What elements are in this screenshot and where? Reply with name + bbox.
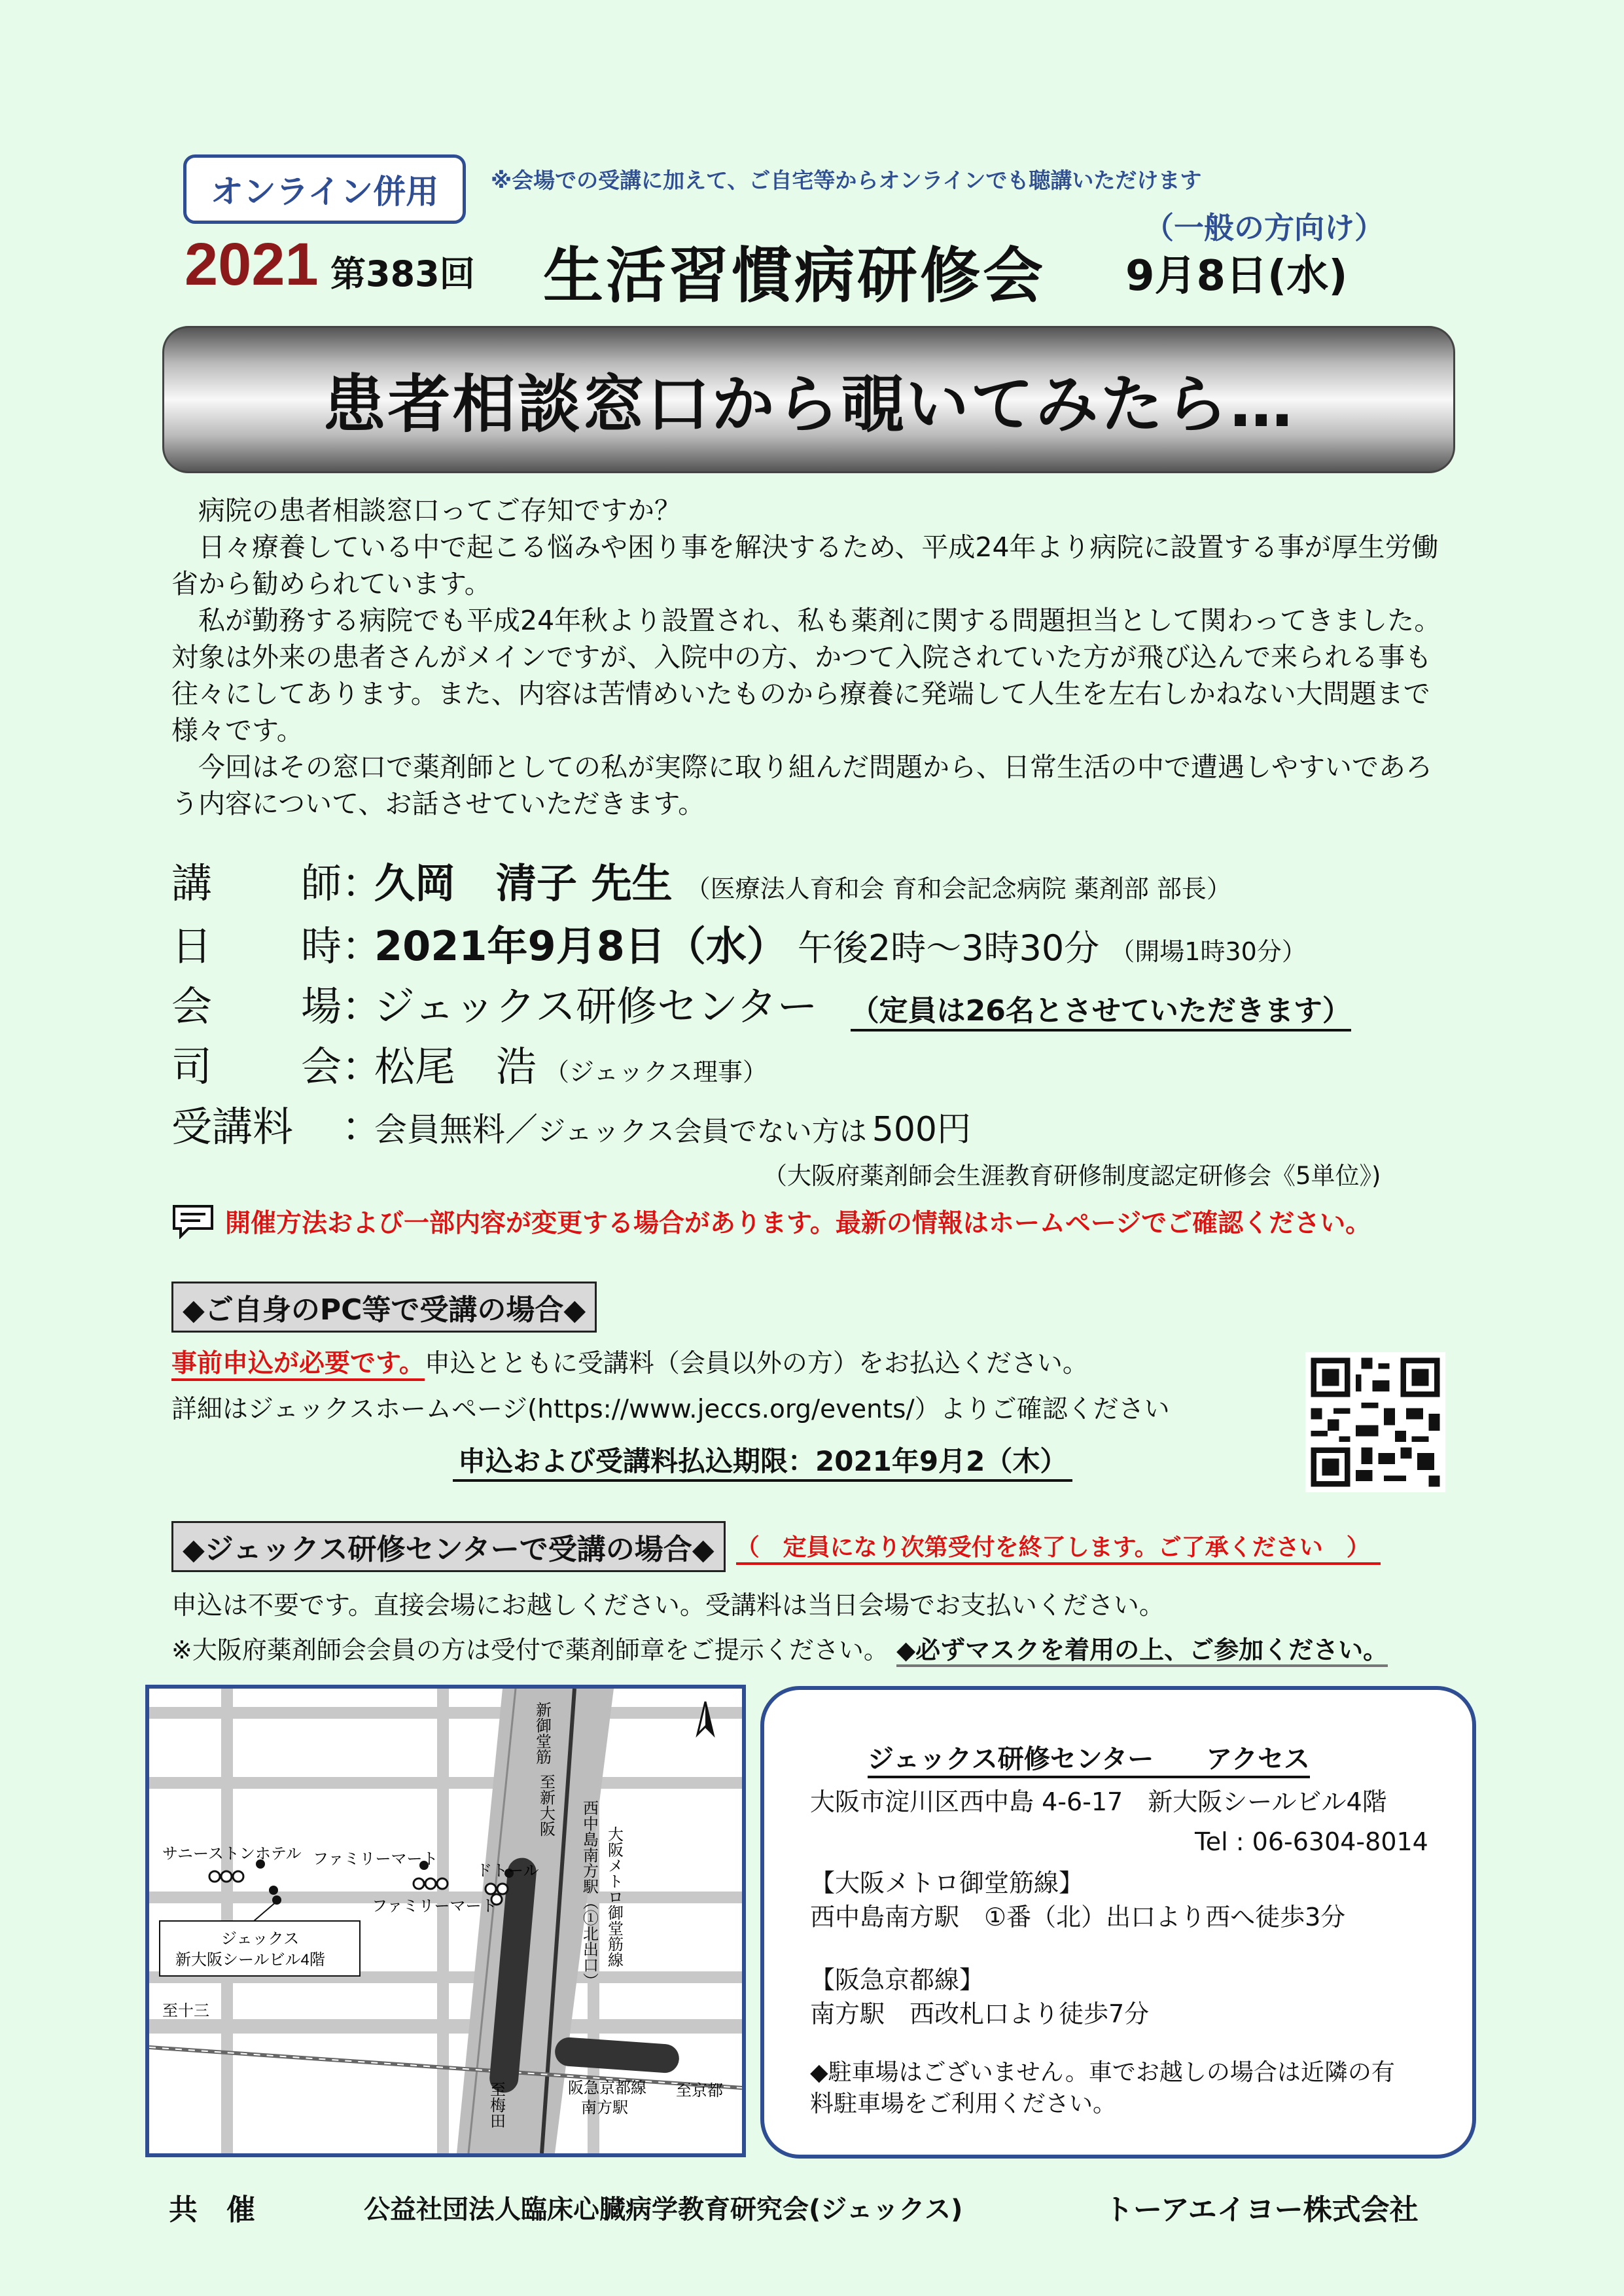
online-note: ※会場での受講に加えて、ご自宅等からオンラインでも聴講いただけます — [491, 168, 1202, 193]
event-date: 9月8日(水) — [1125, 252, 1348, 300]
map-label-family2: ファミリーマート — [372, 1897, 497, 1915]
event-year: 2021 — [185, 231, 319, 298]
map-label-sunny: サニーストンホテル — [162, 1845, 302, 1863]
metro-route: 西中島南方駅 ①番（北）出口より西へ徒歩3分 — [810, 1903, 1346, 1931]
certification-note: （大阪府薬剤師会生涯教育研修制度認定研修会《5単位》) — [763, 1162, 1381, 1190]
map-label-hankyu-station: 南方駅 — [581, 2099, 628, 2117]
cosponsor-label: 共 催 — [169, 2193, 255, 2227]
metro-heading: 【大阪メトロ御堂筋線】 — [810, 1869, 1084, 1897]
lecturer-label: 講 師 — [171, 859, 342, 907]
no-apply-note: 申込は不要です。直接会場にお越しください。受講料は当日会場でお支払いください。 — [171, 1591, 1165, 1621]
audience-label: （一般の方向け） — [1144, 210, 1385, 245]
access-info-box — [760, 1686, 1476, 2159]
access-tel: Tel : 06-6304-8014 — [1195, 1827, 1428, 1856]
lecturer-affiliation: （医療法人育和会 育和会記念病院 薬剤部 部長） — [685, 874, 1231, 903]
map-label-to-kyoto: 至京都 — [676, 2082, 723, 2100]
apply-required: 事前申込が必要です。 — [171, 1349, 425, 1381]
info-fee: 受講料 ： 会員無料／ ジェックス会員でない方は 500円 — [171, 1094, 971, 1153]
map-label-to-umeda: 至梅田 — [487, 2081, 505, 2128]
info-lecturer: 講 師 ： 久岡 清子 先生 （医療法人育和会 育和会記念病院 薬剤部 部長） — [171, 851, 1231, 909]
qr-code-icon[interactable] — [1305, 1352, 1445, 1492]
map-label-doutor: ドトール — [476, 1862, 539, 1880]
map-label-jeccs: ジェックス — [221, 1930, 300, 1948]
parking-note-2: 料駐車場をご利用ください。 — [810, 2090, 1117, 2117]
intro-paragraph: 日々療養している中で起こる悩みや困り事を解決するため、平成24年より病院に設置する事が厚生労働省から勧められています。 — [171, 531, 1439, 600]
mask-note: ◆必ずマスクを着用の上、ご参加ください。 — [896, 1636, 1388, 1667]
map-label-building: 新大阪シールビル4階 — [175, 1951, 325, 1969]
info-datetime: 日 時 ： 2021年9月8日（水） 午後2時～3時30分 （開場1時30分） — [171, 914, 1307, 972]
map-label-metro: 大阪メトロ御堂筋線 — [605, 1826, 623, 1967]
info-venue: 会 場 ： ジェックス研修センター （定員は26名とさせていただきます） — [171, 974, 1351, 1032]
venue-label: 会 場 — [171, 982, 342, 1030]
access-title: ジェックス研修センター アクセス — [868, 1738, 1310, 1778]
fee-nonmember: ジェックス会員でない方は — [538, 1115, 867, 1147]
hankyu-route: 南方駅 西改札口より徒歩7分 — [810, 2000, 1150, 2028]
map-label-to-shin-osaka: 至新大阪 — [537, 1774, 555, 1837]
capacity-note: （定員は26名とさせていただきます） — [851, 987, 1351, 1031]
map-label-metro-station: 西中島南方駅（①北出口） — [580, 1800, 598, 1988]
map-label-family1: ファミリーマート — [313, 1850, 438, 1868]
intro-paragraph: 病院の患者相談窓口ってご存知ですか？ — [198, 495, 681, 526]
seminar-title: 生活習慣病研修会 — [543, 241, 1046, 311]
map-label-shin-midosuji: 新御堂筋 — [533, 1702, 551, 1765]
cosponsor-org-1: 公益社団法人臨床心臓病学教育研究会(ジェックス) — [364, 2195, 963, 2225]
mc-role: （ジェックス理事） — [544, 1058, 768, 1086]
online-apply-line — [171, 1343, 1088, 1380]
map-label-to-juso: 至十三 — [162, 2002, 209, 2020]
intro-paragraph: 私が勤務する病院でも平成24年秋より設置され、私も薬剤に関する問題担当として関わってきました。対象は外来の患者さんがメインですが、入院中の方、かつて入院されていた方が飛び込んで来られる事も往々にしてあります。また、内容は苦情めいたものから療養に発端して人生を左右しかねない大問題まで様々です。 — [171, 605, 1441, 746]
apply-deadline: 申込および受講料払込期限：2021年9月2（木） — [453, 1440, 1072, 1482]
hankyu-heading: 【阪急京都線】 — [810, 1965, 985, 1994]
online-details: 詳細はジェックスホームページ(https://www.jeccs.org/events/）よりご確認ください — [171, 1395, 1170, 1424]
map-label-hankyu: 阪急京都線 — [568, 2079, 646, 2097]
info-mc: 司 会 ： 松尾 浩 （ジェックス理事） — [171, 1034, 768, 1092]
access-address: 大阪市淀川区西中島 4-6-17 新大阪シールビル4階 — [810, 1787, 1387, 1816]
mc-label: 司 会 — [171, 1043, 342, 1090]
datetime-main: 2021年9月8日（水） — [374, 922, 787, 970]
mc-name: 松尾 浩 — [374, 1043, 537, 1090]
intro-paragraph: 今回はその窓口で薬剤師としての私が実際に取り組んだ問題から、日常生活の中で遭遇しやすいであろう内容について、お話させていただきます。 — [171, 751, 1432, 819]
badge-note: ※大阪府薬剤師会会員の方は受付で薬剤師章をご提示ください。 — [171, 1636, 889, 1664]
venue-name: ジェックス研修センター — [374, 982, 818, 1030]
datetime-label: 日 時 — [171, 922, 342, 970]
speech-bubble-icon — [171, 1204, 215, 1239]
fee-member: 会員無料／ — [374, 1111, 538, 1149]
badge-note-row — [171, 1630, 1388, 1666]
change-notice-text: 開催方法および一部内容が変更する場合があります。最新の情報はホームページでご確認ください。 — [225, 1209, 1371, 1238]
cosponsor-org-2: トーアエイヨー株式会社 — [1104, 2193, 1419, 2227]
change-notice — [171, 1203, 1371, 1240]
fee-amount: 500円 — [872, 1110, 972, 1149]
access-map — [145, 1685, 746, 2157]
parking-note-1: ◆駐車場はございません。車でお越しの場合は近隣の有 — [810, 2059, 1395, 2086]
doors-open: （開場1時30分） — [1110, 937, 1307, 966]
datetime-time: 午後2時～3時30分 — [797, 927, 1100, 969]
online-section-heading: ◆ご自身のPC等で受講の場合◆ — [171, 1282, 597, 1333]
apply-text: 申込とともに受講料（会員以外の方）をお払込ください。 — [424, 1349, 1088, 1378]
session-number: 第383回 — [330, 253, 475, 295]
online-badge: オンライン併用 — [183, 154, 466, 224]
fee-label: 受講料 — [171, 1103, 294, 1151]
lecturer-name: 久岡 清子 先生 — [374, 859, 673, 907]
venue-section-heading: ◆ジェックス研修センターで受講の場合◆ — [171, 1521, 726, 1572]
capacity-closed-note: （ 定員になり次第受付を終了します。ご了承ください ） — [736, 1529, 1381, 1565]
lecture-title-banner: 患者相談窓口から覗いてみたら… — [162, 326, 1455, 473]
venue-section-head-row — [171, 1521, 1381, 1572]
intro-text — [171, 492, 1454, 822]
